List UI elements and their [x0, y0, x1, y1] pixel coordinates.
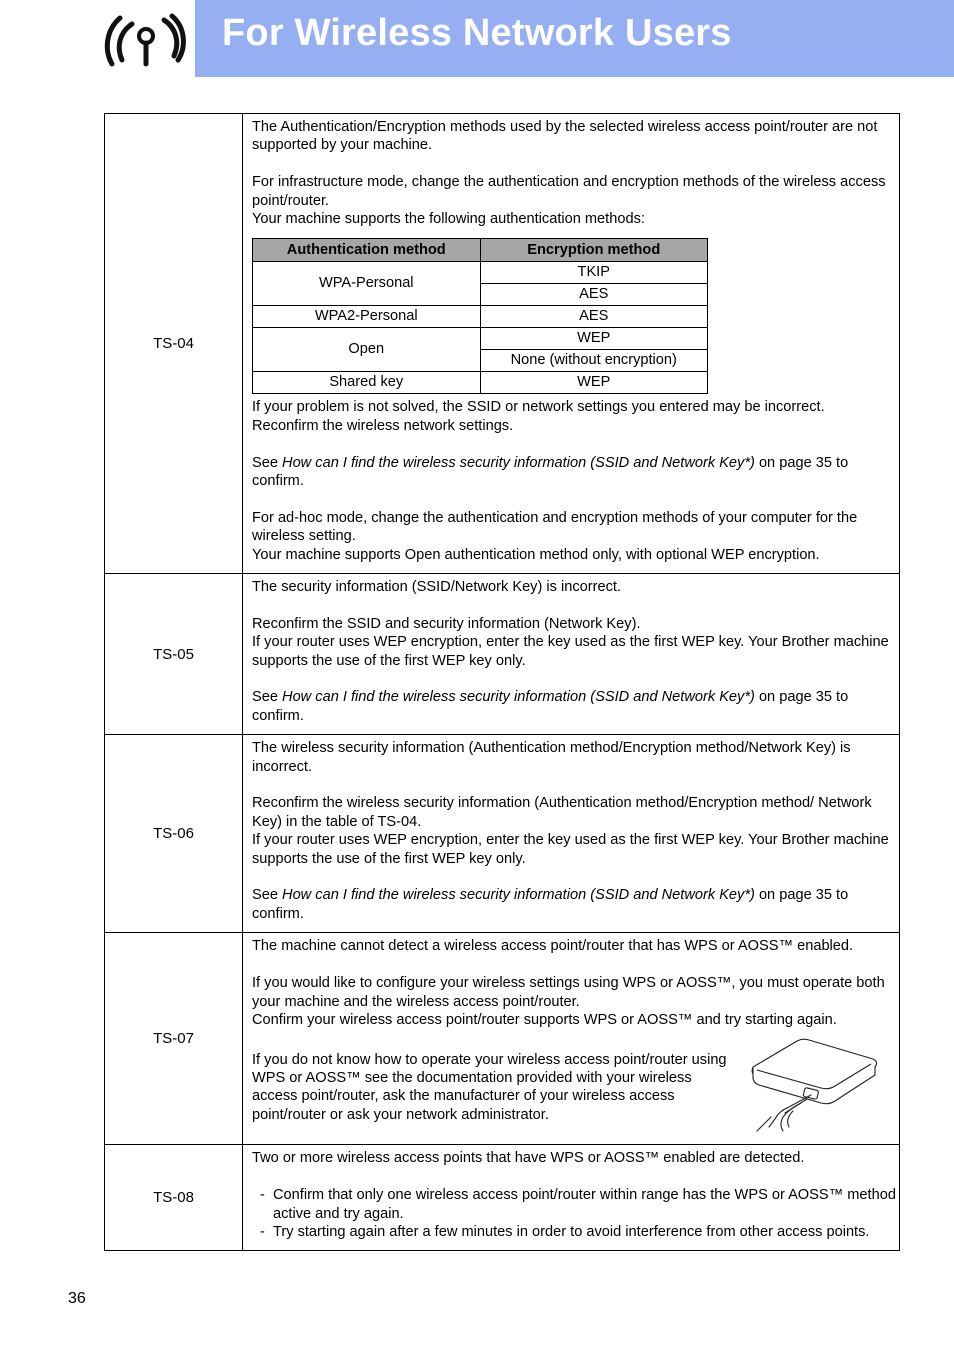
table-row — [105, 1145, 900, 1251]
table-row — [105, 933, 900, 1145]
error-code: TS-04 — [105, 114, 243, 574]
reference-link: How can I find the wireless security information (SSID and Network Key*) — [282, 887, 755, 904]
table-row — [105, 735, 900, 933]
paragraph: For ad-hoc mode, change the authentication and encryption methods of your computer for the wireless setting. — [252, 509, 858, 545]
paragraph: The Authentication/Encryption methods used by the selected wireless access point/router are not supported by your machine. — [252, 119, 878, 154]
list-item: - Try starting again after a few minutes in order to avoid interference from other access points. — [260, 1223, 870, 1240]
enc-cell: WEP — [480, 372, 708, 394]
error-description — [243, 1145, 900, 1251]
auth-cell: WPA2-Personal — [253, 306, 481, 328]
error-description — [243, 735, 900, 933]
reference-link: How can I find the wireless security information (SSID and Network Key*) — [282, 689, 755, 706]
paragraph: Reconfirm the wireless network settings. — [252, 417, 514, 434]
paragraph: If you do not know how to operate your wireless access point/router using WPS or AOSS™ see the documentation provided with your wireless access point/router, ask the manufacturer of your wireless access point/router or ask your network administrator. — [252, 1051, 727, 1123]
see-reference: See How can I find the wireless security information (SSID and Network Key*) on page 35 to confirm. — [252, 454, 849, 490]
paragraph: If your router uses WEP encryption, enter the key used as the first WEP key. Your Brother machine supports the use of the first WEP key only. — [252, 634, 889, 669]
error-code: TS-08 — [105, 1145, 243, 1251]
enc-cell: WEP — [480, 328, 708, 350]
troubleshooting-table — [104, 113, 900, 1251]
table-row — [105, 574, 900, 735]
paragraph: For infrastructure mode, change the authentication and encryption methods of the wireless access point/router. — [252, 174, 886, 209]
paragraph: The security information (SSID/Network Key) is incorrect. — [252, 579, 622, 596]
wireless-signal-icon — [102, 10, 188, 68]
auth-methods-table — [252, 238, 708, 394]
paragraph: Confirm your wireless access point/router supports WPS or AOSS™ and try starting again. — [252, 1011, 837, 1028]
enc-cell: AES — [480, 306, 708, 328]
paragraph: If your router uses WEP encryption, enter the key used as the first WEP key. Your Brother machine supports the use of the first WEP key only. — [252, 832, 889, 867]
page-number: 36 — [68, 1290, 86, 1307]
enc-cell: TKIP — [480, 262, 708, 284]
column-header: Authentication method — [253, 239, 481, 262]
paragraph: The wireless security information (Authentication method/Encryption method/Network Key) is incorrect. — [252, 740, 851, 775]
error-code: TS-06 — [105, 735, 243, 933]
paragraph: The machine cannot detect a wireless access point/router that has WPS or AOSS™ enabled. — [252, 938, 854, 955]
auth-cell: Shared key — [253, 372, 481, 394]
paragraph: Reconfirm the SSID and security information (Network Key). — [252, 615, 641, 632]
table-row — [105, 114, 900, 574]
error-description — [243, 933, 900, 1145]
bullet-mark: - — [260, 1187, 265, 1204]
error-description — [243, 574, 900, 735]
enc-cell: AES — [480, 284, 708, 306]
see-reference: See How can I find the wireless security information (SSID and Network Key*) on page 35 to confirm. — [252, 887, 849, 922]
paragraph: Reconfirm the wireless security information (Authentication method/Encryption method/ Network Key) in the table of TS-04. — [252, 795, 872, 830]
reference-link: How can I find the wireless security information (SSID and Network Key*) — [282, 454, 755, 471]
paragraph: Your machine supports the following authentication methods: — [252, 211, 645, 228]
enc-cell: None (without encryption) — [480, 350, 708, 372]
router-button-press-illustration — [749, 1037, 881, 1135]
auth-cell: WPA-Personal — [253, 262, 481, 306]
page-title: For Wireless Network Users — [222, 12, 732, 54]
bullet-mark: - — [260, 1223, 265, 1240]
paragraph: Two or more wireless access points that have WPS or AOSS™ enabled are detected. — [252, 1150, 805, 1167]
column-header: Encryption method — [480, 239, 708, 262]
list-item: - Confirm that only one wireless access point/router within range has the WPS or AOSS™ method active and try again. — [260, 1187, 896, 1222]
paragraph: Your machine supports Open authentication method only, with optional WEP encryption. — [252, 546, 820, 563]
bullet-list — [252, 1186, 897, 1241]
error-code: TS-05 — [105, 574, 243, 735]
paragraph: If your problem is not solved, the SSID or network settings you entered may be incorrect. — [252, 399, 825, 416]
header-banner — [195, 0, 954, 77]
auth-cell: Open — [253, 328, 481, 372]
see-reference: See How can I find the wireless security information (SSID and Network Key*) on page 35 to confirm. — [252, 689, 849, 724]
paragraph: If you would like to configure your wireless settings using WPS or AOSS™, you must operate both your machine and the wireless access point/router. — [252, 975, 885, 1010]
error-description — [243, 114, 900, 574]
error-code: TS-07 — [105, 933, 243, 1145]
